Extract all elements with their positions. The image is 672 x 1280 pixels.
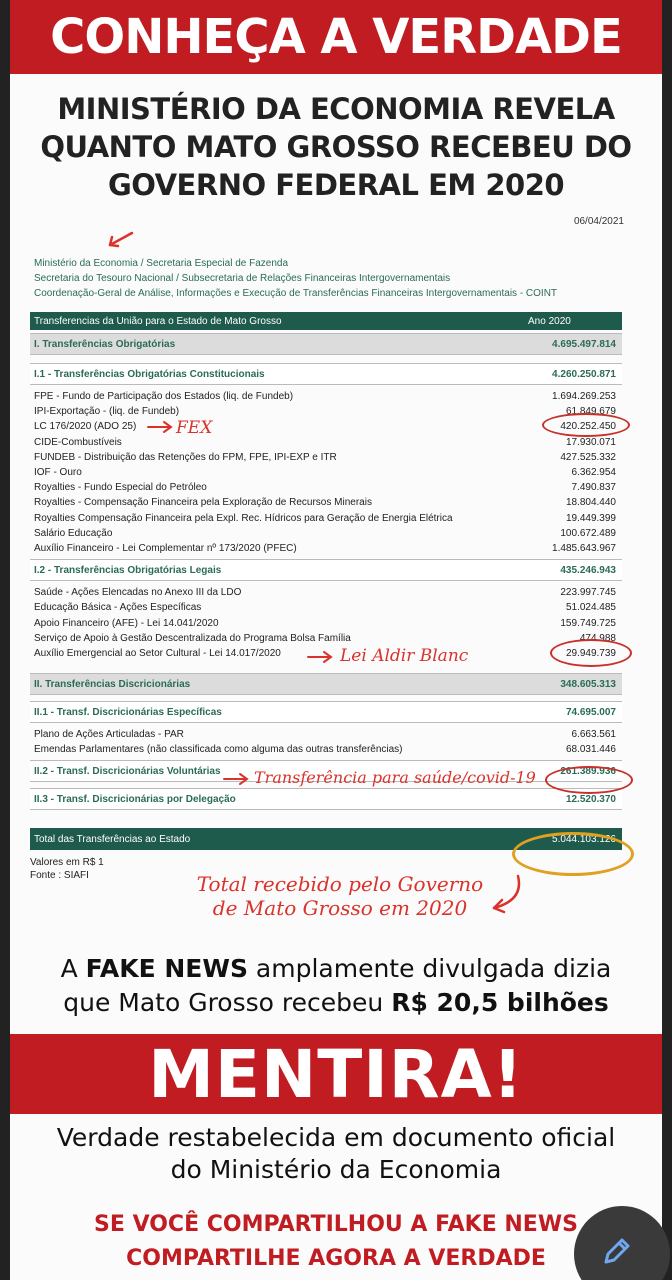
section-row (30, 333, 622, 355)
row-value: 6.362.954 (571, 467, 616, 479)
row-value: 51.024.485 (565, 602, 616, 614)
top-banner (10, 0, 662, 74)
table-row (30, 389, 622, 404)
row-value: 1.694.269.253 (552, 391, 616, 403)
frame-edge (662, 0, 672, 1280)
highlight-circle (550, 639, 632, 667)
truth-line: do Ministério da Economia (170, 1155, 502, 1184)
arrow-icon (488, 872, 528, 916)
total-label: Total das Transferências ao Estado (34, 833, 191, 845)
headline-line: GOVERNO FEDERAL EM 2020 (107, 168, 565, 202)
transfers-table (30, 312, 622, 882)
share-call (20, 1208, 652, 1276)
arrow-icon (306, 650, 334, 664)
row-label: FPE - Fundo de Participação dos Estados (liq. de Fundeb) (34, 391, 294, 403)
truth-statement (20, 1122, 652, 1186)
note: Valores em R$ 1 (30, 857, 104, 869)
row-value: 427.525.332 (560, 451, 616, 463)
fake-news-statement (20, 952, 652, 1020)
annotation-total (190, 872, 490, 920)
row-label: Emendas Parlamentares (não classificada como alguma das outras transferências) (34, 744, 403, 756)
annotation-total-line: Total recebido pelo Governo (196, 872, 484, 896)
section-label: II.3 - Transf. Discricionárias por Delegação (34, 793, 236, 805)
section-value: 348.605.313 (560, 678, 616, 690)
section-row (30, 701, 622, 723)
table-row (30, 480, 622, 495)
row-label: Educação Básica - Ações Específicas (34, 602, 202, 614)
row-label: Saúde - Ações Elencadas no Anexo III da LDO (34, 587, 242, 599)
headline-line: MINISTÉRIO DA ECONOMIA REVELA (57, 92, 615, 126)
annotation-aldir: Lei Aldir Blanc (340, 646, 469, 666)
highlight-circle (545, 766, 633, 794)
table-row (30, 585, 622, 600)
row-label: Auxílio Financeiro - Lei Complementar nº 173/2020 (PFEC) (34, 542, 297, 554)
row-value: 18.804.440 (565, 497, 616, 509)
table-row (30, 495, 622, 510)
fake-text-part: amplamente divulgada dizia (247, 954, 612, 983)
row-label: Serviço de Apoio à Gestão Descentralizada do Programa Bolsa Família (34, 632, 351, 644)
table-row (30, 404, 622, 419)
section-label: I.2 - Transferências Obrigatórias Legais (34, 564, 222, 576)
section-label: II.2 - Transf. Discricionárias Voluntárias (34, 765, 221, 777)
org-line: Coordenação-Geral de Análise, Informações e Execução de Transferências Financeiras Intergovernamentais - COINT (34, 288, 558, 299)
table-header-label: Transferencias da União para o Estado de Mato Grosso (34, 315, 282, 327)
section-row (30, 559, 622, 581)
org-line: Secretaria do Tesouro Nacional / Subsecretaria de Relações Financeiras Intergovernamentais (34, 273, 451, 284)
pencil-icon (600, 1234, 634, 1268)
table-header-year: Ano 2020 (528, 315, 571, 327)
arrow-icon (146, 420, 174, 434)
row-value: 223.997.745 (560, 587, 616, 599)
document-date: 06/04/2021 (573, 216, 624, 227)
table-row (30, 419, 622, 434)
row-label: Royalties - Compensação Financeira pela Exploração de Recursos Minerais (34, 497, 372, 509)
mentira-banner (10, 1034, 662, 1114)
row-value: 100.672.489 (560, 527, 616, 539)
row-value: 17.930.071 (565, 436, 616, 448)
table-row (30, 600, 622, 615)
row-label: Apoio Financeiro (AFE) - Lei 14.041/2020 (34, 617, 219, 629)
headline (20, 90, 652, 204)
org-header (34, 256, 557, 301)
table-row (30, 511, 622, 526)
share-line: COMPARTILHE AGORA A VERDADE (126, 1246, 546, 1271)
row-label: FUNDEB - Distribuição das Retenções do FPM, FPE, IPI-EXP e ITR (34, 451, 337, 463)
frame-edge (0, 0, 10, 1280)
banner-title: CONHEÇA A VERDADE (50, 9, 622, 65)
table-row (30, 742, 622, 757)
section-value: 74.695.007 (565, 706, 616, 718)
annotation-fex: FEX (176, 418, 213, 438)
table-header (30, 312, 622, 330)
row-label: Royalties Compensação Financeira pela Expl. Rec. Hídricos para Geração de Energia Elétrica (34, 512, 453, 524)
row-label: Salário Educação (34, 527, 113, 539)
mentira-text: MENTIRA! (148, 1035, 524, 1113)
section-value: 435.246.943 (560, 564, 616, 576)
table-row (30, 465, 622, 480)
row-label: CIDE-Combustíveis (34, 436, 122, 448)
section-label: II. Transferências Discricionárias (34, 678, 191, 690)
arrow-icon (104, 230, 134, 250)
headline-line: QUANTO MATO GROSSO RECEBEU DO (40, 130, 632, 164)
row-value: 7.490.837 (571, 482, 616, 494)
section-label: I. Transferências Obrigatórias (34, 338, 176, 350)
table-row (30, 526, 622, 541)
arrow-icon (222, 772, 250, 786)
annotation-total-line: de Mato Grosso em 2020 (212, 896, 468, 920)
table-row (30, 615, 622, 630)
section-value: 12.520.370 (565, 793, 616, 805)
org-line: Ministério da Economia / Secretaria Especial de Fazenda (34, 258, 289, 269)
table-row (30, 450, 622, 465)
table-row (30, 435, 622, 450)
truth-line: Verdade restabelecida em documento oficial (56, 1123, 616, 1152)
rows-group (30, 389, 622, 556)
section-row (30, 788, 622, 810)
total-value: 5.044.103.126 (552, 833, 616, 845)
highlight-circle (512, 832, 634, 876)
section-label: II.1 - Transf. Discricionárias Específicas (34, 706, 222, 718)
highlight-circle (542, 413, 630, 437)
row-label: IOF - Ouro (34, 467, 82, 479)
rows-group (30, 727, 622, 757)
table-row (30, 631, 622, 646)
section-value: 4.695.497.814 (552, 338, 616, 350)
fake-text-part: A (60, 954, 86, 983)
section-row (30, 363, 622, 385)
row-value: 420.252.450 (560, 421, 616, 433)
row-label: Royalties - Fundo Especial do Petróleo (34, 482, 207, 494)
section-label: I.1 - Transferências Obrigatórias Constitucionais (34, 368, 265, 380)
row-value: 6.663.561 (571, 729, 616, 741)
share-line: SE VOCÊ COMPARTILHOU A FAKE NEWS (94, 1212, 578, 1237)
row-value: 61.849.679 (565, 406, 616, 418)
note: Fonte : SIAFI (30, 870, 89, 882)
row-value: 474.988 (579, 632, 616, 644)
row-label: Plano de Ações Articuladas - PAR (34, 729, 184, 741)
section-value: 261.389.936 (560, 765, 616, 777)
fake-news-label: FAKE NEWS (85, 954, 248, 983)
row-value: 1.485.643.967 (552, 542, 616, 554)
annotation-saude: Transferência para saúde/covid-19 (254, 768, 536, 787)
row-value: 68.031.446 (565, 744, 616, 756)
section-value: 4.260.250.871 (552, 368, 616, 380)
row-label: Auxílio Emergencial ao Setor Cultural - Lei 14.017/2020 (34, 647, 281, 659)
row-value: 19.449.399 (565, 512, 616, 524)
fake-amount: R$ 20,5 bilhões (391, 988, 609, 1017)
section-row (30, 673, 622, 695)
row-label: IPI-Exportação - (liq. de Fundeb) (34, 406, 180, 418)
row-value: 29.949.739 (565, 647, 616, 659)
row-label: LC 176/2020 (ADO 25) (34, 421, 137, 433)
table-row (30, 541, 622, 556)
table-row (30, 727, 622, 742)
row-value: 159.749.725 (560, 617, 616, 629)
fake-text-part: que Mato Grosso recebeu (63, 988, 392, 1017)
